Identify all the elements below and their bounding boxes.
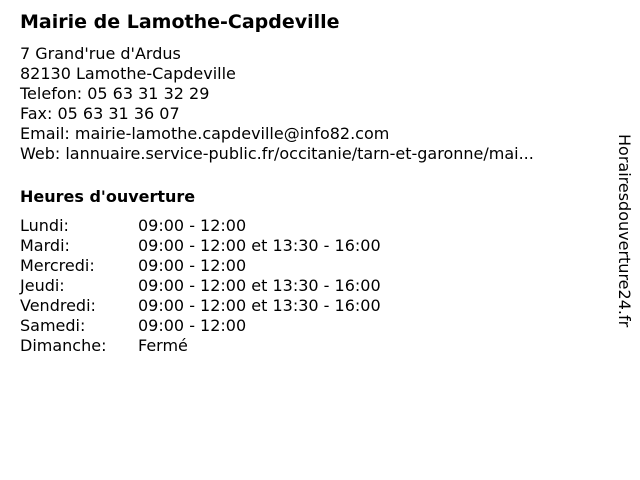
- hours-time: 09:00 - 12:00: [138, 216, 247, 235]
- address-street: 7 Grand'rue d'Ardus: [20, 44, 181, 63]
- hours-day: Jeudi:: [20, 276, 65, 295]
- web-line: Web: lannuaire.service-public.fr/occitanie/tarn-et-garonne/mai...: [20, 144, 534, 163]
- hours-row-monday: [20, 216, 600, 236]
- phone-line: Telefon: 05 63 31 32 29: [20, 84, 210, 103]
- hours-day: Vendredi:: [20, 296, 96, 315]
- hours-day: Samedi:: [20, 316, 86, 335]
- hours-day: Dimanche:: [20, 336, 107, 355]
- hours-day: Mardi:: [20, 236, 70, 255]
- hours-table: [20, 216, 600, 356]
- hours-time: 09:00 - 12:00 et 13:30 - 16:00: [138, 296, 381, 315]
- hours-time: 09:00 - 12:00: [138, 316, 247, 335]
- hours-time: 09:00 - 12:00: [138, 256, 247, 275]
- hours-row-saturday: [20, 316, 600, 336]
- hours-time: 09:00 - 12:00 et 13:30 - 16:00: [138, 236, 381, 255]
- site-watermark: Horairesdouverture24.fr: [615, 134, 634, 328]
- hours-row-wednesday: [20, 256, 600, 276]
- hours-day: Mercredi:: [20, 256, 95, 275]
- hours-time: 09:00 - 12:00 et 13:30 - 16:00: [138, 276, 381, 295]
- fax-line: Fax: 05 63 31 36 07: [20, 104, 180, 123]
- hours-day: Lundi:: [20, 216, 69, 235]
- place-card: [20, 10, 600, 356]
- hours-row-tuesday: [20, 236, 600, 256]
- hours-heading: Heures d'ouverture: [20, 187, 196, 206]
- hours-row-thursday: [20, 276, 600, 296]
- place-title: Mairie de Lamothe-Capdeville: [20, 11, 340, 33]
- address-city: 82130 Lamothe-Capdeville: [20, 64, 236, 83]
- hours-row-friday: [20, 296, 600, 316]
- hours-row-sunday: [20, 336, 600, 356]
- email-line: Email: mairie-lamothe.capdeville@info82.com: [20, 124, 390, 143]
- hours-time: Fermé: [138, 336, 188, 355]
